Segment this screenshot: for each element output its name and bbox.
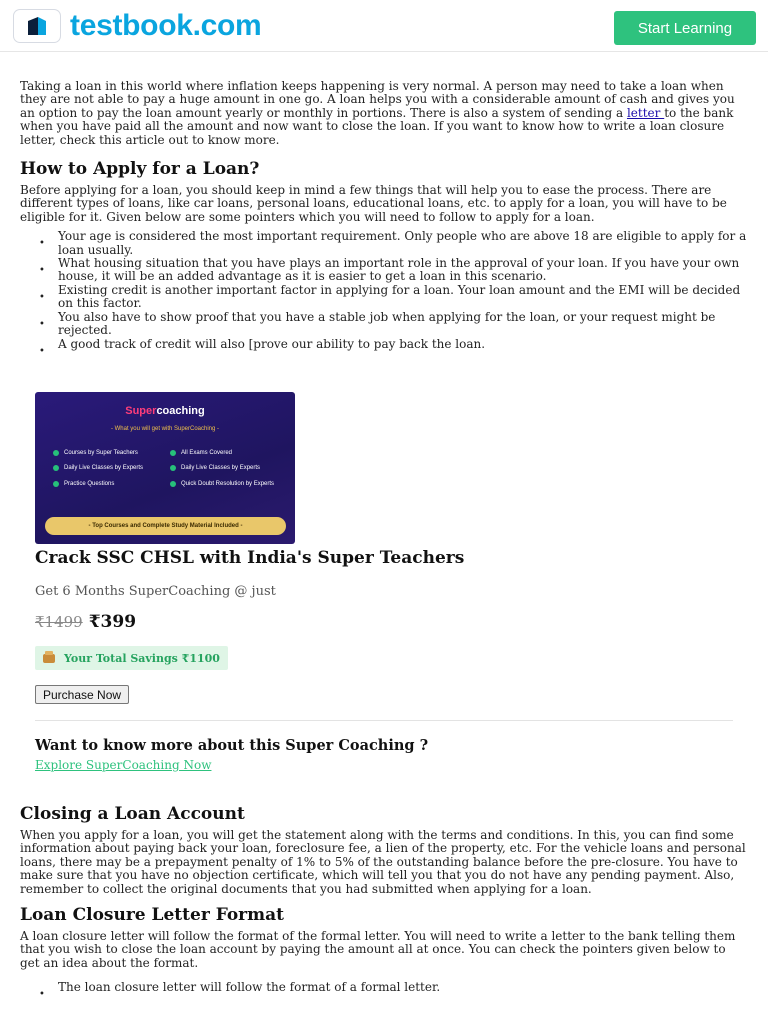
banner-feature: Daily Live Classes by Experts xyxy=(53,465,143,471)
article-content xyxy=(20,79,748,357)
banner-ribbon: - Top Courses and Complete Study Material Included - xyxy=(45,517,286,535)
list-item: • Existing credit is another important factor in applying for a loan. Your loan amount and the EMI will be decided on this factor. xyxy=(39,282,741,311)
list-item: • A good track of credit will also [prove our ability to pay back the loan. xyxy=(39,336,486,357)
apply-paragraph: Before applying for a loan, you should keep in mind a few things that will help you to ease the process. There are different types of loans, like car loans, personal loans, educational loans, etc. to apply for a loan, you will have to be eligible for it. Given below are some pointers which you will need to follow to apply for a loan. xyxy=(20,183,727,224)
closing-heading: Closing a Loan Account xyxy=(20,804,245,824)
supercoaching-promo xyxy=(35,392,735,773)
banner-feature: Courses by Super Teachers xyxy=(53,450,138,456)
site-logo[interactable] xyxy=(14,8,261,44)
apply-heading: How to Apply for a Loan? xyxy=(20,159,260,180)
banner-brand: Supercoaching xyxy=(125,405,205,417)
list-item: • What housing situation that you have plays an important role in the approval of your loan. If you have your own house, it will be an added advantage as it is easier to get a loan in this scenario. xyxy=(39,256,740,284)
start-learning-button[interactable]: Start Learning xyxy=(614,11,756,45)
check-icon xyxy=(170,450,176,456)
new-price: ₹399 xyxy=(88,612,137,632)
logo-text: testbook.com xyxy=(70,9,262,42)
list-item: • Your age is considered the most important requirement. Only people who are above 18 are eligible to apply for a loan usually. xyxy=(39,229,747,257)
top-header xyxy=(0,0,768,52)
price-row xyxy=(35,612,735,632)
list-item: • You also have to show proof that you have a stable job when applying for the loan, or your request might be rejected. xyxy=(39,309,716,338)
book-logo-icon xyxy=(14,10,60,42)
closing-paragraph: When you apply for a loan, you will get the statement along with the terms and conditions. In this, you can find some information about paying back your loan, foreclosure fee, a lien of the property, etc. For the vehicle loans and personal loans, there may be a prepayment penalty of 1% to 5% of the outstanding balance before the pre-closure. You have to make sure that you have no objection certificate, which will tell you that you do not have any pending payment. Also, remember to collect the original documents that you had submitted when applying for a loan. xyxy=(20,828,746,896)
divider xyxy=(35,720,733,721)
format-bullet-list xyxy=(20,980,748,1001)
banner-subtitle: - What you will get with SuperCoaching - xyxy=(110,426,220,432)
more-info-title: Want to know more about this Super Coaching ? xyxy=(35,737,429,754)
check-icon xyxy=(53,465,59,471)
format-heading: Loan Closure Letter Format xyxy=(20,905,284,926)
supercoaching-banner[interactable] xyxy=(35,392,295,544)
check-icon xyxy=(170,465,176,471)
list-item: • The loan closure letter will follow the format of a formal letter. xyxy=(39,980,441,1001)
promo-title: Crack SSC CHSL with India's Super Teachers xyxy=(35,548,465,568)
promo-offer-line: Get 6 Months SuperCoaching @ just xyxy=(35,584,276,599)
explore-supercoaching-link[interactable]: Explore SuperCoaching Now xyxy=(35,758,212,772)
wallet-icon xyxy=(43,654,55,663)
closing-section xyxy=(20,804,748,1001)
check-icon xyxy=(170,481,176,487)
banner-feature: All Exams Covered xyxy=(170,450,232,456)
banner-feature: Practice Questions xyxy=(53,481,114,487)
check-icon xyxy=(53,481,59,487)
check-icon xyxy=(53,450,59,456)
intro-paragraph: Taking a loan in this world where inflation keeps happening is very normal. A person may need to take a loan when they are not able to pay a huge amount in one go. A loan helps you with a considerable amount of cash and gives you an option to pay the loan amount yearly or monthly in portions. There is also a system of sending a letter to the bank when you have paid all the amount and now want to close the loan. If you want to know how to write a loan closure letter, check this article out to know more. xyxy=(20,79,735,147)
apply-bullet-list xyxy=(20,229,748,357)
format-paragraph: A loan closure letter will follow the format of the formal letter. You will need to write a letter to the bank telling them that you wish to close the loan account by paying the amount all at once. You can check the pointers given below to get an idea about the format. xyxy=(20,929,736,970)
savings-badge: Your Total Savings ₹1100 xyxy=(35,646,228,670)
banner-feature: Daily Live Classes by Experts xyxy=(170,465,260,471)
purchase-now-button[interactable]: Purchase Now xyxy=(35,685,129,704)
banner-feature: Quick Doubt Resolution by Experts xyxy=(170,481,280,487)
letter-link[interactable]: letter xyxy=(626,105,665,120)
old-price: ₹1499 xyxy=(35,613,83,631)
